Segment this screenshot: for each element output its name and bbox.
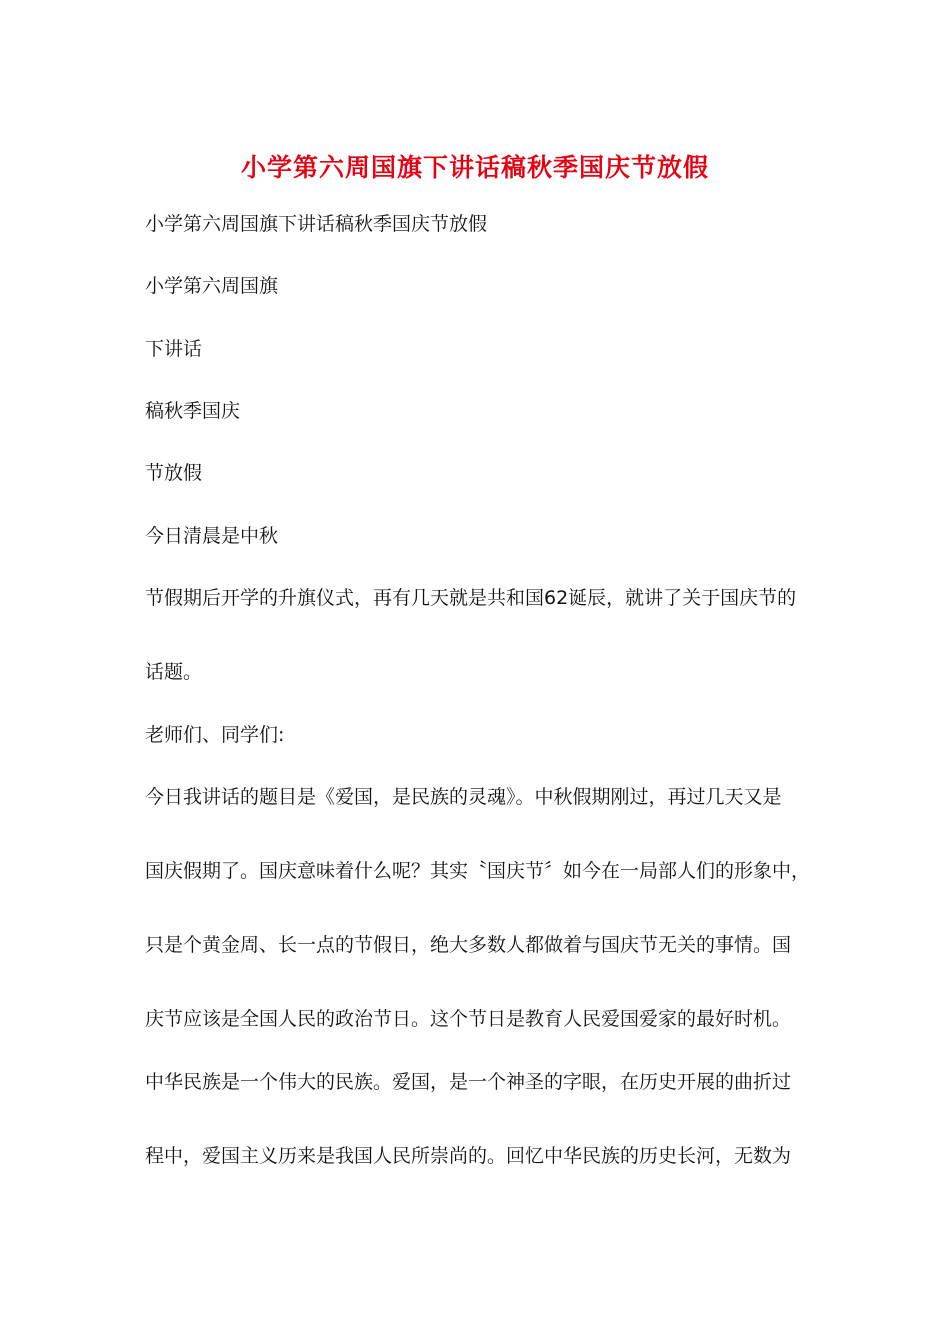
text-line: 中华民族是一个伟大的民族。爱国，是一个神圣的字眼，在历史开展的曲折过 — [145, 1071, 792, 1093]
text-line: 只是个黄金周、长一点的节假日，绝大多数人都做着与国庆节无关的事情。国 — [145, 934, 792, 956]
text-line: 庆节应该是全国人民的政治节日。这个节日是教育人民爱国爱家的最好时机。 — [145, 1008, 792, 1030]
text-line: 国庆假期了。国庆意味着什么呢？其实〝国庆节〞如今在一局部人们的形象中， — [145, 860, 811, 882]
text-line: 今日我讲话的题目是《爱国，是民族的灵魂》。中秋假期刚过，再过几天又是 — [145, 786, 782, 808]
text-line: 小学第六周国旗下讲话稿秋季国庆节放假 — [145, 213, 488, 235]
text-line: 老师们、同学们: — [145, 724, 285, 746]
text-line: 话题。 — [145, 661, 203, 683]
text-line: 稿秋季国庆 — [145, 400, 241, 422]
text-line: 节放假 — [145, 462, 203, 484]
document-title: 小学第六周国旗下讲话稿秋季国庆节放假 — [240, 153, 709, 182]
text-line: 程中，爱国主义历来是我国人民所崇尚的。回忆中华民族的历史长河，无数为 — [145, 1145, 792, 1167]
text-line: 下讲话 — [145, 338, 203, 360]
text-line: 今日清晨是中秋 — [145, 525, 279, 547]
text-line: 节假期后开学的升旗仪式，再有几天就是共和国62诞辰，就讲了关于国庆节的 — [145, 587, 797, 609]
text-line: 小学第六周国旗 — [145, 275, 279, 297]
